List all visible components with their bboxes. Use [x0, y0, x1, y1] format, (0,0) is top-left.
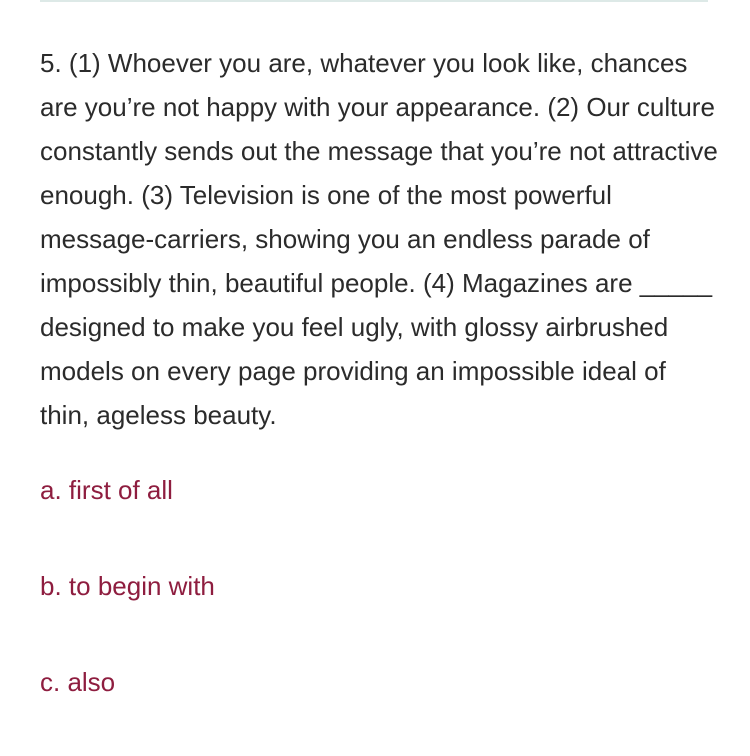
answer-list — [40, 468, 700, 756]
answer-option-a[interactable]: a. first of all — [40, 475, 173, 505]
answer-option-b[interactable]: b. to begin with — [40, 571, 215, 601]
answer-option-c[interactable]: c. also — [40, 667, 116, 697]
question-text: 5. (1) Whoever you are, whatever you look like, chances are you’re not happy with your appearance. (2) Our culture constantly sends out the message that you’re not attractive enough. (3) Television is one of the most powerful message-carriers, showing you an endless parade of impossibly thin, beautiful people. (4) Magazines are _____ designed to make you feel ugly, with glossy airbrushed models on every page providing an impossible ideal of thin, ageless beauty. — [40, 48, 718, 430]
top-divider — [40, 0, 708, 2]
